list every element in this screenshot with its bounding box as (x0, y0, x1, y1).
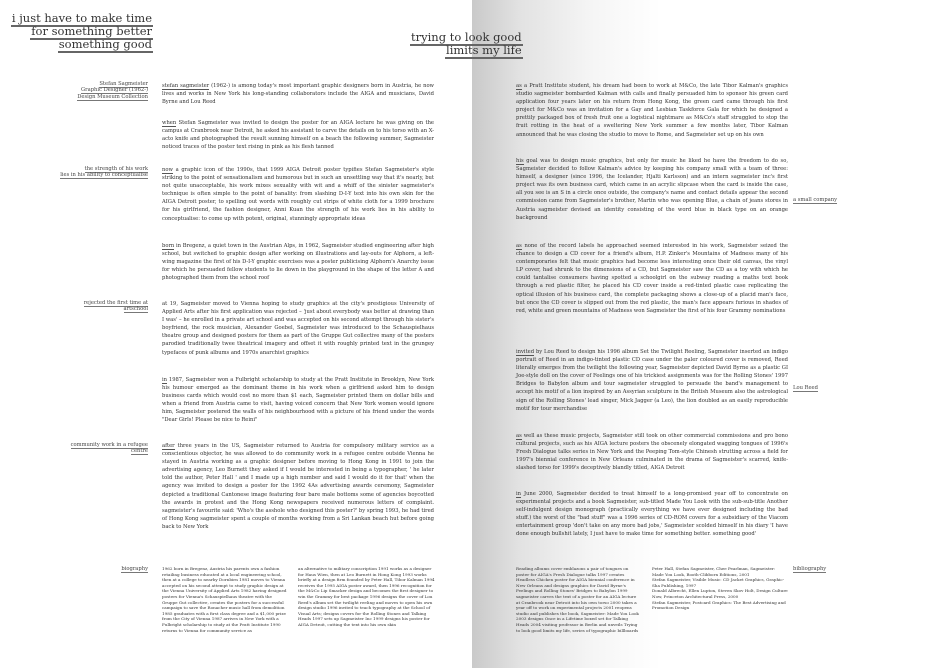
sidenote-company: a small company (793, 197, 838, 203)
sidenote-bibliography: bibliography (793, 566, 827, 572)
sidenote-lou-reed: Lou Reed (793, 385, 818, 391)
body-paragraph: as none of the record labels he approached seemed interested in his work, Sagmeister seized the chance to design a CD cover for a friend's album, H.P. Zinker's Mountains of Madness many of his contemporaries felt that music graphics had become less interesting once their old canvas, the vinyl LP cover, had shrunk to the dimensions of a CD, but Sagmeister saw the CD as a toy with which he could tantalise consumers having spotted a schoolgirl on the subway reading a maths text book through a red plastic filter, he placed his CD cover inside a red-tinted plastic case replicating the optical illusion of his business card, the complete packaging shows a close-up of a placid man's face, but once the CD cover is slipped out from the red plastic, the man's face appears furious in shades of red, white and green mountains of Madness won Sagmeister the first of his four Grammy nominations (516, 243, 788, 314)
body-paragraph: now a graphic icon of the 1990s, that 1999 AIGA Detroit poster typifies Stefan Sagmeister's style striking to the point of sensationalism and humorous but in such an unsettling way that it's nearly, but not quite unacceptable, his work mixes sexuality with wit and a whiff of the sinister sagmeister's technique is often simple to the point of banality: from slashing D-I-Y text into his own skin for the AIGA Detroit poster, to spelling out words with roughly cut strips of white cloth for a 1999 brochure for his girlfriend, the fashion designer, Anni Kuan the strength of his work lies in his ability to conceptualise: to come up with potent, original, stunningly appropriate ideas (162, 167, 434, 222)
body-paragraph: born in Bregenz, a quiet town in the Austrian Alps, in 1962, Sagmeister studied engineering after high school, but switched to graphic design after working on illustrations and lay-outs for Alphorn, a left-wing magazine the first of his D-I-Y graphic exercises was a poster publicising Alphorn's Anarchy issue for which he persuaded fellow students to lie down in the playground in the shape of the letter A and photographed them from the school roof (162, 243, 434, 282)
right-heading (410, 31, 523, 57)
right-heading-line: limits my life (446, 43, 522, 57)
sidenote-strength: the strength of his work lies in his ability to conceptualise (60, 166, 148, 179)
body-paragraph: as well as these music projects, Sagmeister still took on other commercial commissions and pro bono cultural projects, such as his AIGA lecture posters the obscenely elongated wagging tongues of 1996's Fresh Dialogue talks series in New York and the Peeping Tom-style Chinesh strutting across a field for 1997's biennial conference in New Orleans culminated in the drama of Sagmeister's scarred, knife-slashed torso for 1999's deceptively blandly titled, AIGA Detroit (516, 433, 788, 472)
body-paragraph: in June 2000, Sagmeister decided to treat himself to a long-promised year off to concentrate on experimental projects and a book Sagmeister, sub-titled Made You Look with the sub-sub-title Another self-indulgent design monograph (practically everything we have ever designed including the bad stuff.) the worst of the "bad stuff" was a 1996 series of CD-ROM covers for a subsidiary of the Viacom entertainment group 'don't take on any more bad jobs,' Sagmeister scolded himself in his diary 'I have done enough bullshit lately, I just have to make time for something better. something good' (516, 491, 788, 538)
bibliography-entry: Donald Albrecht, Ellen Lupton, Steven Skov Holt, Design Culture Now, Princeton Architectural Press, 2000 (652, 588, 788, 599)
right-heading-line: trying to look good (411, 30, 522, 44)
biography-column: an alternative to military conscription 1991 works as a designer for Haus Wien, then at Leo Burnett in Hong Kong 1993 works briefly at a design firm founded by Peter Hall, Tibor Kalman 1994 receives the 1995 AIGA poster award, then 1996 recognition for the M&Co Lip Smacker design and becomes the first designer to win the Grammy for best package 1996 designs the cover of Lou Reed's album set the twilight reeling and moves to open his own design studio 1996 invited to teach typography at the School of Visual Arts; designs covers for the Rolling Stones and Talking Heads 1997 sets up Sagmeister Inc 1999 designs his poster for AIGA Detroit, cutting the text into his own skin (298, 566, 435, 627)
left-heading-line: something good (58, 37, 152, 51)
body-paragraph: his goal was to design music graphics, but only for music he liked he have the freedom to do so, Sagmeister decided to follow Kalman's advice by keeping his company small with a team of three: himself, a designer (since 1996, the Icelander, Hjalti Karlsson) and an intern sagmeister inc's first project was its own business card, which came in an acrylic slipcase when the card is inside the case, all you see is an S in a circle once outside, the company's name and contact details appear the second commission came from Sagmeister's brother, Martin who was opening Blue, a chain of jeans stores in Austria sagmeister devised an identity consisting of the word blue in black type on an orange background (516, 158, 788, 221)
biography-column: Reading albums cover emblazons a pair of tongues on poster for AIGA's Fresh Dialogue talks 1997 creates Headless Chicken poster for AIGA biennial conference in New Orleans and designs graphics for David Byrne's Feelings and Rolling Stones' Bridges to Babylon 1999 sagmeister carves the text of a poster for an AIGA lecture at Cranbrook near Detroit into his own torso 2000 takes a year off to work on experimental projects 2001 reopens studio and publishes the book, Sagmeister: Made You Look 2003 designs Once in a Lifetime boxed set for Talking Heads 2004 visiting professor in Berlin and unveils Trying to look good limits my life, series of typographic billboards (516, 566, 639, 633)
bibliography-list (652, 566, 788, 611)
body-paragraph: at 19, Sagmeister moved to Vienna hoping to study graphics at the city's prestigious University of Applied Arts after his first application was rejected – 'just about everybody was better at drawing than I was' – he enrolled in a private art school and was accepted on his second attempt through his sister's boyfriend, the rock musician, Alexander Goebel, Sagmeister was introduced to the Schauspielhaus theatre group and designed posters for them as part of the Gruppe Gut collective many of the posters parodied traditionally twee theatrical imagery and offset it with roughly printed text in the grungey typefaces of punk albums and 1970s anarchist graphics (162, 301, 434, 356)
body-paragraph: as a Pratt Institute student, his dream had been to work at M&Co, the late Tibor Kalman's graphics studio sagmeister bombarded Kalman with calls and finally persuaded him to sponsor his green card application four years later on his return from Hong Kong, the green card came through his first project for M&Co was an invitation for a Gay and Lesbian Taskforce Gala for which he designed a prettily packaged box of fresh fruit one a logistical nightmare as M&Co's staff struggled to stop the fruit rotting in the heat of a sweltering New York summer a few months later, Tibor Kalman announced that he was closing the studio to move to Rome, and Sagmeister set up on his own (516, 83, 788, 138)
bibliography-entry: Stefan Sagmeister, Visible Music: CD Jacket Graphics, Graphic-Sha Publishing, 1997 (652, 577, 785, 588)
body-paragraph: stefan sagmeister (1962-) is among today's most important graphic designers born in Austria, he now lives and works in New York his long-standing collaborators include the AIGA and musicians, David Byrne and Lou Reed (162, 83, 435, 106)
left-heading (11, 12, 153, 51)
sidenote-credit: Stefan Sagmeister Graphic Designer (1962-) Design Museum Collection (77, 81, 148, 100)
bibliography-entry: Peter Hall, Stefan Sagmeister, Chee Pearlman, Sagmeister: Made You Look, Booth-Clibborn Editions, 2001 (652, 566, 776, 577)
body-paragraph: invited by Lou Reed to design his 1996 album Set the Twilight Reeling, Sagmeister inserted an indigo portrait of Reed in an indigo-tinted plastic CD case under the paler coloured cover is removed, Reed literally emerges from the twilight the following year, Sagmeister depicted David Byrne as a plastic GI Joe-style doll on the cover of Feelings one of his trickiest assignments was for the Rolling Stones' 1997 Bridges to Babylon album and tour sagmeister struggled to persuade the band's management to accept his motif of a lion inspired by an Assyrian sculpture in the British Museum also the astrological sign of the Rolling Stones' lead singer, Mick Jagger (a Leo), the lion doubled as an easily reproducible motif for tour merchandise (516, 349, 788, 412)
left-heading-line: for something better (31, 24, 152, 38)
left-heading-line: i just have to make time (11, 11, 152, 25)
sidenote-rejected: rejected the first time at artschool (83, 300, 148, 313)
body-paragraph: in 1987, Sagmeister won a Fulbright scholarship to study at the Pratt Institute in Brooklyn, New York his humour emerged as the dominant theme in his work when a girlfriend asked him to design business cards which would cost no more than $1 each, Sagmeister printed them on dollar bills and when a friend from Austria came to visit, having voiced concern that New York women would ignore him, Sagmeister postered the walls of his neighbourhood with a picture of his friend under the words "Dear Girls! Please be nice to Reini" (162, 377, 434, 424)
sidenote-community: community work in a refugee centre (70, 442, 148, 455)
body-paragraph: when Stefan Sagmeister was invited to design the poster for an AIGA lecture he was giving on the campus at Cranbrook near Detroit, he asked his assistant to carve the details on to his torso with an X-acto knife and photographed the result sunning himself on a beach the following summer, Sagmeister noticed traces of the poster text rising in pink as his flesh tanned (162, 120, 434, 151)
biography-column: 1962 born in Bregenz, Austria his parents own a fashion retailing business educated at a local engineering school, then at a college to nearby Dornbirn 1981 moves to Vienna accepted on his second attempt to study graphic design at the Vienna University of Applied Arts 1982 having designed posters for Vienna's Schauspielhaus theatre with the Gruppe Gut collective, creates the posters for a successful campaign to save the Ronacher music hall from demolition 1985 graduates with a first class degree and a $1,000 prize from the City of Vienna 1987 arrives in New York with a Fulbright scholarship to study at the Pratt Institute 1990 returns to Vienna for community service as (162, 566, 287, 633)
body-paragraph: after three years in the US, Sagmeister returned to Austria for compulsory military service as a conscientious objector, he was allowed to do community work in a refugee centre outside Vienna he stayed in Austria working as a graphic designer before moving to Hong Kong in 1991 to join the advertising agency, Leo Burnett they asked if I would be interested in being a typographer, ' he later told the author, Peter Hall ' and I made up a high number and said I would do it for that' when the agency was invited to design a poster for the 1992 4As advertising awards ceremony, Sagmeister depicted a traditional Cantonese image featuring four bare male bottoms some of agencies boycotted the awards in protest and the Hong Kong newspapers received numerous letters of complaint. sagmeister's favourite said: 'Who's the asshole who designed this poster?' by spring 1993, he had tired of Hong Kong sagmeister spent a couple of months working from a Sri Lankan beach hut before going back to New York (162, 443, 434, 530)
sidenote-biography: biography (121, 566, 148, 572)
bibliography-entry: Stefan Sagmeister, Postcard Graphics: The Best Advertising and Promotion Design (652, 599, 786, 611)
